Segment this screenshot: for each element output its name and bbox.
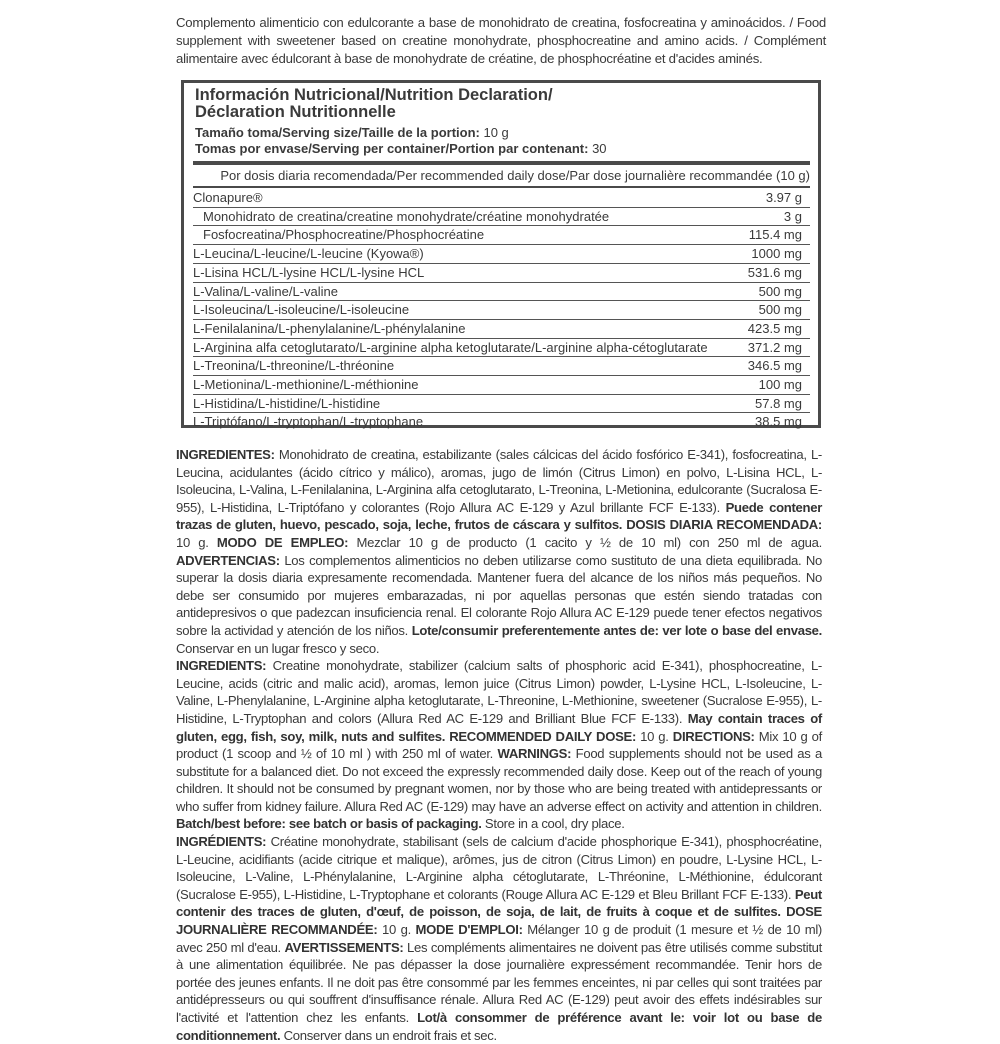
es-allergens-label: Puede contener trazas de gluten, huevo, pescado, soja, leche, frutos de cáscara y sulfitos. DOSIS DIARIA RECOMENDADA:	[176, 499, 823, 533]
fr-dose-text: 10 g.	[377, 922, 416, 938]
en-warnings-text: Food supplements should not be used as a substitute for a balanced diet. Do not exceed the expressly recommended daily dose. Keep out of the reach of young children. It should not be consumed by pregnant women, nor by those who are being treated with antidepressants or who suffer from kidney failure. Allura Red AC (E-129) may have an adverse effect on activity and attention in children.	[176, 746, 822, 814]
fr-warnings-label: AVERTISSEMENTS:	[284, 939, 404, 955]
servings-label: Tomas por envase/Serving per container/Portion par contenant:	[195, 141, 589, 156]
nutrient-amount: 531.6 mg	[747, 264, 802, 280]
english-paragraph	[176, 657, 822, 833]
nutrient-name: L-Histidina/L-histidine/L-histidine	[193, 395, 381, 411]
en-ingredients-label: INGREDIENTS:	[176, 658, 267, 674]
es-storage-text: Conservar en un lugar fresco y seco.	[176, 640, 380, 656]
fr-directions-text: Mélanger 10 g de produit (1 mesure et ½ de 10 ml) avec 250 ml d'eau.	[176, 922, 822, 955]
es-directions-label: MODO DE EMPLEO:	[216, 534, 349, 550]
nutrient-row	[193, 264, 810, 283]
en-storage-text: Store in a cool, dry place.	[481, 816, 625, 832]
nutrient-row	[193, 413, 810, 431]
nutrient-row	[193, 283, 810, 302]
nutrient-row	[193, 301, 810, 320]
nutrient-row	[193, 208, 810, 227]
nutrient-row	[193, 357, 810, 376]
ingredients-section	[176, 446, 822, 1044]
en-allergens-label: May contain traces of gluten, egg, fish, soy, milk, nuts and sulfites. RECOMMENDED DAILY DOSE:	[176, 710, 822, 744]
nutrient-name: L-Valina/L-valine/L-valine	[193, 283, 339, 299]
nutrient-row	[193, 245, 810, 264]
fr-warnings-text: Les compléments alimentaires ne doivent pas être utilisés comme substitut à une alimentation équilibrée. Ne pas dépasser la dose journalière expressément recommandée. Tenir hors de portée des jeunes enfants. Il ne doit pas être consommé par les femmes enceintes, ni par celles qui sont traitées par antidépresseurs ou qui souffrent d'insuffisance rénale. Allura Red AC (E-129) peut avoir des effets indésirables sur l'activité et l'attention chez les enfants.	[176, 939, 822, 1025]
fr-ingredients-text: Créatine monohydrate, stabilisant (sels de calcium d'acide phosphorique E-341), phosphocréatine, L-Leucine, acidifiants (acide citrique et malique), arômes, jus de citron (Citrus Limon) en poudre, L-Lysine HCL, L-Isoleucine, L-Valine, L-Phénylalanine, L-Arginine alpha cétoglutarate, L-Thréonine, L-Méthionine, édulcorant (Sucralose E-955), L-Histidine, L-Tryptophane et colorants (Rouge Allura AC E-129 et Bleu Brillant FCF E-133).	[176, 834, 822, 902]
panel-title-line-2: Déclaration Nutritionnelle	[195, 103, 396, 121]
nutrient-name: Clonapure®	[193, 190, 263, 205]
en-ingredients-text: Creatine monohydrate, stabilizer (calcium salts of phosphoric acid E-341), phosphocreatine, L-Leucine, acids (citric and malic acid), aromas, lemon juice (Citrus Limon) powder, L-Lysine HCL, L-Isoleucine, L-Valine, L-Phenylalanine, L-Arginine alpha ketoglutarate, L-Threonine, L-Methionine, sweetener (Sucralose E-955), L-Histidine, L-Tryptophan and colors (Allura Red AC E-129 and Brilliant Blue FCF E-133).	[176, 658, 822, 726]
es-warnings-text: Los complementos alimenticios no deben utilizarse como sustituto de una dieta equilibrada. No superar la dosis diaria expresamente recomendada. Mantener fuera del alcance de los niños más pequeños. No debe ser consumido por mujeres embarazadas, ni por aquellas personas que estén siendo tratadas con antidepresivos o que padezcan insuficiencia renal. El colorante Rojo Allura AC E-129 puede tener efectos negativos sobre la actividad y atención de los niños.	[176, 552, 822, 638]
nutrient-amount: 371.2 mg	[747, 339, 802, 355]
nutrient-row	[193, 395, 810, 414]
es-ingredients-label: INGREDIENTES:	[176, 447, 275, 462]
serving-size-label: Tamaño toma/Serving size/Taille de la portion:	[195, 125, 480, 140]
nutrient-row	[193, 376, 810, 395]
nutrient-name: Fosfocreatina/Phosphocreatine/Phosphocréatine	[203, 227, 485, 243]
nutrient-row	[193, 226, 810, 245]
nutrient-name: L-Metionina/L-methionine/L-méthionine	[193, 377, 419, 393]
nutrient-name: L-Triptófano/L-tryptophan/L-tryptophane	[193, 414, 424, 430]
nutrient-name: L-Arginina alfa cetoglutarato/L-arginine alpha ketoglutarate/L-arginine alpha-cétoglutarate	[193, 339, 708, 355]
fr-directions-label: MODE D'EMPLOI:	[415, 922, 523, 938]
spanish-paragraph	[176, 446, 822, 657]
fr-storage-text: Conserver dans un endroit frais et sec.	[280, 1027, 497, 1043]
nutrient-amount: 500 mg	[758, 283, 802, 299]
nutrient-table	[193, 189, 810, 431]
nutrient-name: L-Treonina/L-threonine/L-thréonine	[193, 358, 395, 374]
servings-per-container	[195, 141, 810, 157]
nutrition-panel	[181, 80, 821, 428]
nutrient-amount: 115.4 mg	[748, 227, 802, 243]
nutrient-amount: 100 mg	[758, 377, 802, 393]
nutrient-name: L-Fenilalanina/L-phenylalanine/L-phénylalanine	[193, 320, 466, 336]
french-paragraph	[176, 833, 822, 1044]
nutrient-amount: 3.97 g	[765, 190, 802, 205]
nutrient-row	[193, 320, 810, 339]
divider-mid	[193, 186, 810, 188]
es-ingredients-text: Monohidrato de creatina, estabilizante (sales cálcicas del ácido fosfórico E-341), fosfocreatina, L-Leucina, acidulantes (ácido cítrico y málico), aromas, jugo de limón (Citrus Limon) en polvo, L-Lisina HCL, L-Isoleucina, L-Valina, L-Fenilalanina, L-Arginina alfa cetoglutarato, L-Treonina, L-Metionina, edulcorante (Sucralosa E-955), L-Histidina, L-Triptófano y colorantes (Rojo Allura AC E-129 y Azul brillante FCF E-133).	[176, 447, 822, 515]
en-dose-text: 10 g.	[636, 728, 673, 744]
nutrient-amount: 423.5 mg	[747, 320, 802, 336]
dose-header: Por dosis diaria recomendada/Per recommended daily dose/Par dose journalière recommandée (10 g)	[220, 168, 810, 183]
nutrient-amount: 500 mg	[758, 302, 802, 318]
nutrient-amount: 3 g	[783, 208, 802, 224]
es-warnings-label: ADVERTENCIAS:	[176, 552, 280, 568]
serving-size	[195, 125, 810, 141]
serving-size-value: 10 g	[483, 125, 509, 140]
nutrient-row	[193, 339, 810, 358]
serving-info	[195, 125, 810, 157]
fr-batch-label: Lot/à consommer de préférence avant le: voir lot ou base de conditionnement.	[176, 1010, 822, 1043]
nutrient-amount: 38.5 mg	[755, 414, 802, 430]
nutrient-amount: 1000 mg	[751, 246, 802, 262]
nutrient-row	[193, 189, 810, 208]
panel-title	[195, 87, 810, 121]
nutrient-amount: 346.5 mg	[747, 358, 802, 374]
fr-allergens-label: Peut contenir des traces de gluten, d'œuf, de poisson, de soja, de lait, de fruits à coque et de sulfites. DOSE JOURNALIÈRE RECOMMANDÉE:	[176, 886, 822, 938]
nutrient-name: Monohidrato de creatina/creatine monohydrate/créatine monohydratée	[203, 208, 610, 224]
panel-title-line-1: Información Nutricional/Nutrition Declaration/	[195, 86, 553, 104]
en-directions-label: DIRECTIONS:	[672, 728, 755, 744]
nutrient-amount: 57.8 mg	[755, 395, 802, 411]
fr-ingredients-label: INGRÉDIENTS:	[176, 834, 267, 850]
servings-value: 30	[592, 141, 607, 156]
nutrient-name: L-Leucina/L-leucine/L-leucine (Kyowa®)	[193, 246, 424, 262]
es-directions-text: Mezclar 10 g de producto (1 cacito y ½ de 10 ml) con 250 ml de agua.	[348, 534, 822, 550]
en-batch-label: Batch/best before: see batch or basis of packaging.	[176, 816, 482, 832]
en-warnings-label: WARNINGS:	[497, 746, 572, 762]
intro-text: Complemento alimenticio con edulcorante a base de monohidrato de creatina, fosfocreatina y aminoácidos. / Food supplement with sweetener based on creatine monohydrate, phosphocreatine and amino acids. / Complément alimentaire avec édulcorant à base de monohydrate de créatine, de phosphocréatine et d'acides aminés.	[176, 15, 826, 66]
en-directions-text: Mix 10 g of product (1 scoop and ½ of 10 ml ) with 250 ml of water.	[176, 728, 822, 762]
es-batch-label: Lote/consumir preferentemente antes de: ver lote o base del envase.	[411, 622, 822, 638]
nutrient-name: L-Lisina HCL/L-lysine HCL/L-lysine HCL	[193, 264, 425, 280]
es-dose-text: 10 g.	[176, 534, 217, 550]
nutrient-name: L-Isoleucina/L-isoleucine/L-isoleucine	[193, 302, 410, 318]
